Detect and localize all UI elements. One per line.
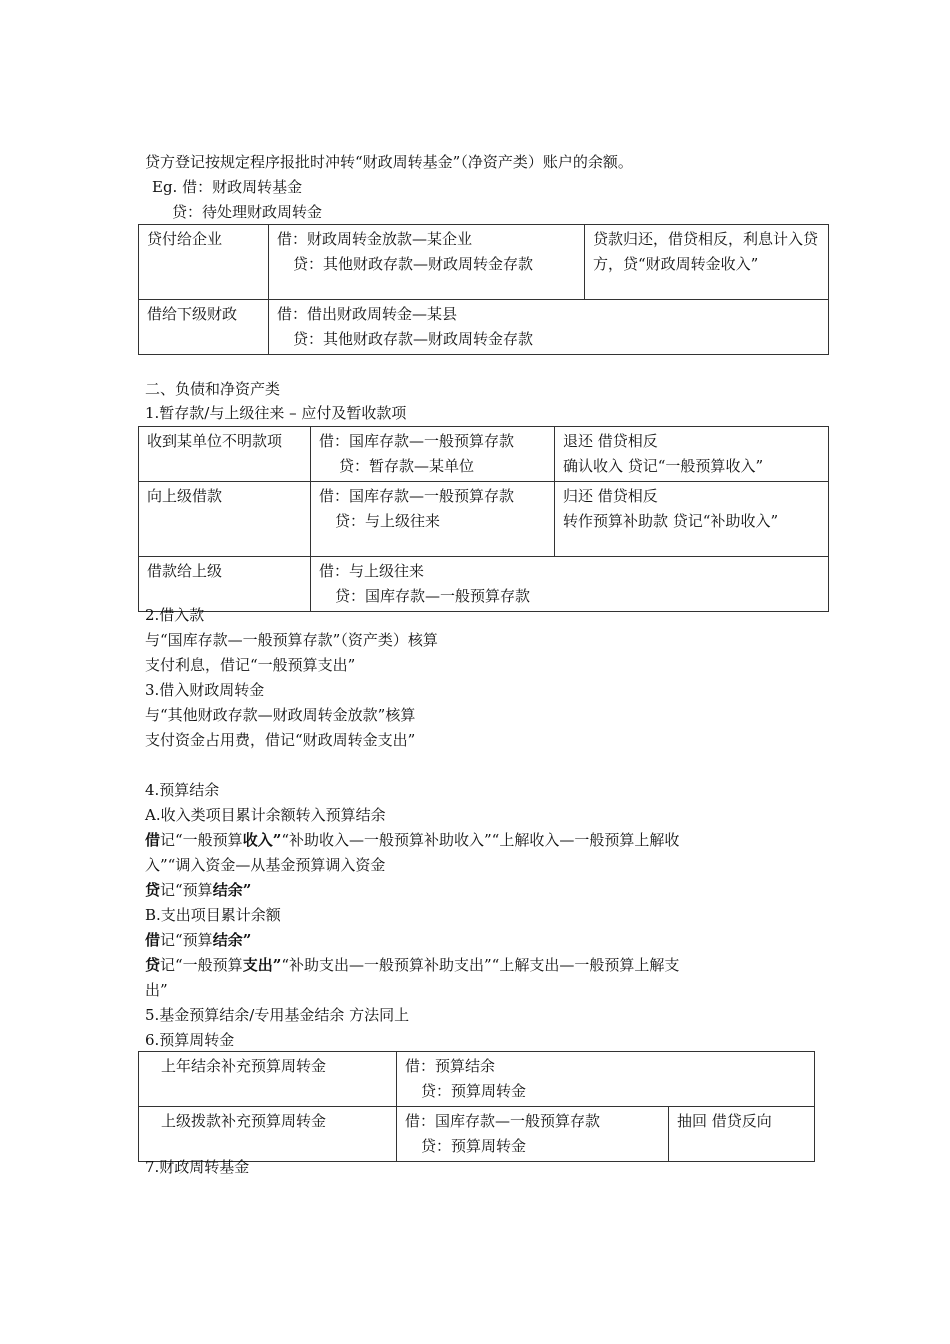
credit-entry: 贷：与上级往来 xyxy=(335,512,441,530)
text-line xyxy=(145,930,251,950)
bold-text: 借 xyxy=(145,831,161,849)
credit-entry: 贷：预算周转金 xyxy=(421,1137,527,1155)
table-row xyxy=(139,1107,815,1162)
row-item: 借给下级财政 xyxy=(139,300,269,355)
note-line: 归还 借贷相反 xyxy=(563,487,658,505)
bold-text: 借 xyxy=(145,931,161,949)
bold-text: 结余” xyxy=(212,931,252,949)
text-line: A.收入类项目累计余额转入预算结余 xyxy=(145,806,386,824)
text-line: 支付利息，借记“一般预算支出” xyxy=(145,656,356,674)
credit-entry: 贷：预算周转金 xyxy=(421,1082,527,1100)
entry-cell xyxy=(397,1107,669,1162)
bold-text: 贷 xyxy=(145,881,161,899)
table-row xyxy=(139,1052,815,1107)
text-line: 6.预算周转金 xyxy=(145,1031,235,1049)
text-line: 4.预算结余 xyxy=(145,781,220,799)
subsection-heading: 1.暂存款/与上级往来 – 应付及暂收款项 xyxy=(145,404,407,422)
note-cell: 抽回 借贷反向 xyxy=(669,1107,815,1162)
note-cell xyxy=(555,482,829,557)
entry-cell xyxy=(311,482,555,557)
bold-text: 收入” xyxy=(242,831,282,849)
table-row xyxy=(139,300,829,355)
example-debit: Eg. 借：财政周转基金 xyxy=(152,178,303,196)
note-cell xyxy=(555,427,829,482)
note-line: 退还 借贷相反 xyxy=(563,432,658,450)
debit-entry: 借：与上级往来 xyxy=(319,562,425,580)
entry-cell xyxy=(269,300,829,355)
text-span: 记“预算 xyxy=(160,931,213,949)
credit-entry: 贷：国库存款—一般预算存款 xyxy=(335,587,531,605)
text-line: 贷方登记按规定程序报批时冲转“财政周转基金”（净资产类）账户的余额。 xyxy=(145,153,633,171)
text-span: 记“一般预算 xyxy=(160,831,243,849)
table-loans xyxy=(138,224,829,355)
text-line xyxy=(145,880,251,900)
text-line: 2.借入款 xyxy=(145,606,205,624)
bold-text: 结余” xyxy=(212,881,252,899)
table-row xyxy=(139,557,829,612)
table-row xyxy=(139,482,829,557)
bold-text: 贷 xyxy=(145,956,161,974)
debit-entry: 借：国库存款—一般预算存款 xyxy=(319,432,515,450)
note-line: 转作预算补助款 贷记“补助收入” xyxy=(563,512,779,530)
text-line: 支付资金占用费，借记“财政周转金支出” xyxy=(145,731,416,749)
section-heading: 二、负债和净资产类 xyxy=(145,380,281,398)
debit-entry: 借：预算结余 xyxy=(405,1057,496,1075)
row-item: 贷付给企业 xyxy=(139,225,269,300)
table-row xyxy=(139,427,829,482)
row-item: 上级拨款补充预算周转金 xyxy=(139,1107,397,1162)
debit-entry: 借：借出财政周转金—某县 xyxy=(277,305,458,323)
entry-cell xyxy=(269,225,585,300)
text-line: 与“其他财政存款—财政周转金放款”核算 xyxy=(145,706,416,724)
entry-cell xyxy=(311,557,829,612)
text-line: 出” xyxy=(145,981,168,999)
row-item: 借款给上级 xyxy=(139,557,311,612)
text-span: 记“一般预算 xyxy=(160,956,243,974)
table-row xyxy=(139,225,829,300)
text-line xyxy=(145,830,679,850)
debit-entry: 借：财政周转金放款—某企业 xyxy=(277,230,473,248)
debit-entry: 借：国库存款—一般预算存款 xyxy=(319,487,515,505)
credit-entry: 贷：暂存款—某单位 xyxy=(339,457,475,475)
text-line: 入”“调入资金—从基金预算调入资金 xyxy=(145,856,386,874)
table-liabilities xyxy=(138,426,829,612)
note-cell: 贷款归还，借贷相反，利息计入贷方，贷“财政周转金收入” xyxy=(585,225,829,300)
row-item: 收到某单位不明款项 xyxy=(139,427,311,482)
text-line: 3.借入财政周转金 xyxy=(145,681,265,699)
credit-entry: 贷：其他财政存款—财政周转金存款 xyxy=(293,330,534,348)
entry-cell xyxy=(311,427,555,482)
note-line: 确认收入 贷记“一般预算收入” xyxy=(563,457,764,475)
text-span: “补助支出—一般预算补助支出”“上解支出—一般预算上解支 xyxy=(281,956,680,974)
entry-cell xyxy=(397,1052,815,1107)
text-line: 与“国库存款—一般预算存款”（资产类）核算 xyxy=(145,631,438,649)
text-line xyxy=(145,955,679,975)
credit-entry: 贷：其他财政存款—财政周转金存款 xyxy=(293,255,534,273)
text-span: 记“预算 xyxy=(160,881,213,899)
table-budget-revolving xyxy=(138,1051,815,1162)
text-line: B.支出项目累计余额 xyxy=(145,906,281,924)
text-span: “补助收入—一般预算补助收入”“上解收入—一般预算上解收 xyxy=(281,831,680,849)
debit-entry: 借：国库存款—一般预算存款 xyxy=(405,1112,601,1130)
example-credit: 贷：待处理财政周转金 xyxy=(172,203,323,221)
row-item: 向上级借款 xyxy=(139,482,311,557)
text-line: 7.财政周转基金 xyxy=(145,1158,250,1176)
bold-text: 支出” xyxy=(242,956,282,974)
row-item: 上年结余补充预算周转金 xyxy=(139,1052,397,1107)
text-line: 5.基金预算结余/专用基金结余 方法同上 xyxy=(145,1006,410,1024)
